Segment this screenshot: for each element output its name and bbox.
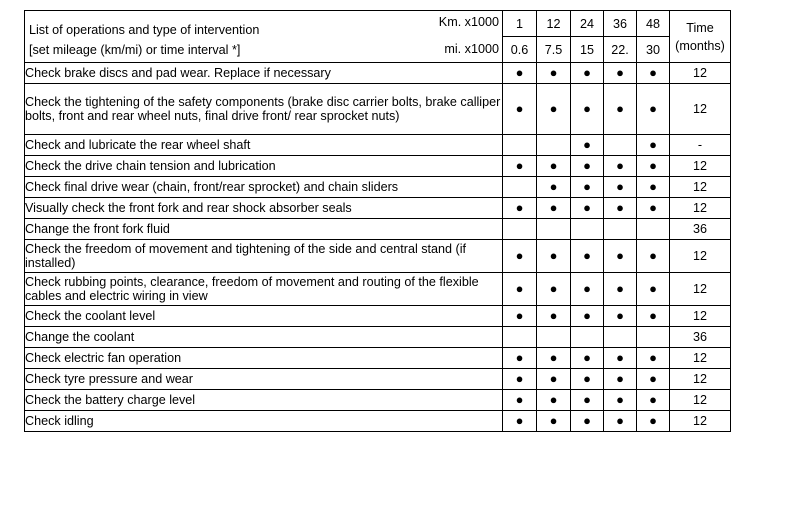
- interval-dot: ●: [637, 177, 670, 198]
- header-row-km: [25, 11, 731, 37]
- interval-empty: [503, 177, 537, 198]
- time-interval: 12: [670, 198, 731, 219]
- mi-value: 30: [637, 37, 670, 63]
- operations-body: [25, 63, 731, 432]
- time-interval: 12: [670, 240, 731, 273]
- interval-empty: [571, 219, 604, 240]
- interval-dot: ●: [637, 411, 670, 432]
- interval-dot: ●: [637, 369, 670, 390]
- interval-dot: ●: [503, 84, 537, 135]
- operation-description: Visually check the front fork and rear shock absorber seals: [25, 198, 503, 219]
- operation-description: Check rubbing points, clearance, freedom of movement and routing of the flexible cables and electric wiring in view: [25, 273, 503, 306]
- operation-description: Check the freedom of movement and tightening of the side and central stand (if installed): [25, 240, 503, 273]
- interval-dot: ●: [537, 273, 571, 306]
- time-interval: 12: [670, 273, 731, 306]
- interval-dot: ●: [503, 273, 537, 306]
- interval-dot: ●: [604, 63, 637, 84]
- operation-row: [25, 327, 731, 348]
- interval-dot: ●: [537, 348, 571, 369]
- interval-dot: ●: [537, 390, 571, 411]
- interval-dot: ●: [571, 348, 604, 369]
- mi-value: 7.5: [537, 37, 571, 63]
- operation-description: Check the tightening of the safety components (brake disc carrier bolts, brake calliper bolts, front and rear wheel nuts, final drive front/ rear sprocket nuts): [25, 84, 503, 135]
- interval-empty: [537, 327, 571, 348]
- interval-dot: ●: [571, 411, 604, 432]
- interval-dot: ●: [503, 348, 537, 369]
- interval-dot: ●: [571, 240, 604, 273]
- time-interval: 12: [670, 411, 731, 432]
- interval-empty: [604, 135, 637, 156]
- km-value: 48: [637, 11, 670, 37]
- interval-dot: ●: [537, 177, 571, 198]
- interval-dot: ●: [503, 240, 537, 273]
- time-header-unit: (months): [675, 38, 725, 53]
- time-interval: 12: [670, 177, 731, 198]
- interval-empty: [503, 219, 537, 240]
- operation-description: Change the front fork fluid: [25, 219, 503, 240]
- operation-description: Check tyre pressure and wear: [25, 369, 503, 390]
- interval-dot: ●: [503, 411, 537, 432]
- interval-dot: ●: [537, 198, 571, 219]
- time-interval: -: [670, 135, 731, 156]
- interval-dot: ●: [637, 390, 670, 411]
- interval-dot: ●: [537, 84, 571, 135]
- time-interval: 12: [670, 84, 731, 135]
- time-interval: 12: [670, 390, 731, 411]
- interval-dot: ●: [637, 348, 670, 369]
- time-interval: 12: [670, 156, 731, 177]
- interval-dot: ●: [571, 306, 604, 327]
- operation-row: [25, 177, 731, 198]
- interval-dot: ●: [571, 156, 604, 177]
- operation-row: [25, 219, 731, 240]
- time-interval: 12: [670, 63, 731, 84]
- interval-dot: ●: [604, 240, 637, 273]
- interval-dot: ●: [637, 306, 670, 327]
- time-interval: 12: [670, 306, 731, 327]
- interval-dot: ●: [537, 369, 571, 390]
- operation-row: [25, 198, 731, 219]
- interval-dot: ●: [637, 240, 670, 273]
- operation-description: Check final drive wear (chain, front/rear sprocket) and chain sliders: [25, 177, 503, 198]
- operation-row: [25, 411, 731, 432]
- operation-row: [25, 348, 731, 369]
- interval-dot: ●: [503, 306, 537, 327]
- interval-dot: ●: [604, 348, 637, 369]
- operation-row: [25, 273, 731, 306]
- operation-row: [25, 369, 731, 390]
- operation-row: [25, 63, 731, 84]
- interval-dot: ●: [604, 156, 637, 177]
- interval-dot: ●: [604, 369, 637, 390]
- interval-dot: ●: [637, 198, 670, 219]
- km-label: Km. x1000: [438, 15, 499, 29]
- time-interval: 36: [670, 219, 731, 240]
- operation-description: Check and lubricate the rear wheel shaft: [25, 135, 503, 156]
- operation-description: Check the drive chain tension and lubrication: [25, 156, 503, 177]
- interval-dot: ●: [637, 273, 670, 306]
- interval-empty: [604, 219, 637, 240]
- interval-dot: ●: [637, 156, 670, 177]
- maintenance-schedule-table: [24, 10, 731, 432]
- operation-description: Check electric fan operation: [25, 348, 503, 369]
- interval-dot: ●: [571, 177, 604, 198]
- header-title: List of operations and type of intervention: [29, 23, 260, 37]
- time-interval: 12: [670, 369, 731, 390]
- interval-dot: ●: [537, 240, 571, 273]
- interval-dot: ●: [503, 156, 537, 177]
- time-header: [670, 11, 731, 63]
- interval-dot: ●: [604, 84, 637, 135]
- operation-description: Check idling: [25, 411, 503, 432]
- operation-description: Change the coolant: [25, 327, 503, 348]
- interval-dot: ●: [537, 306, 571, 327]
- interval-dot: ●: [604, 411, 637, 432]
- interval-empty: [537, 135, 571, 156]
- operation-row: [25, 135, 731, 156]
- interval-empty: [604, 327, 637, 348]
- operation-row: [25, 156, 731, 177]
- mi-value: 0.6: [503, 37, 537, 63]
- interval-dot: ●: [503, 390, 537, 411]
- interval-dot: ●: [503, 63, 537, 84]
- interval-dot: ●: [537, 63, 571, 84]
- operation-row: [25, 240, 731, 273]
- interval-dot: ●: [571, 63, 604, 84]
- operation-description: Check brake discs and pad wear. Replace if necessary: [25, 63, 503, 84]
- interval-dot: ●: [571, 198, 604, 219]
- time-header-label: Time: [686, 20, 714, 35]
- interval-dot: ●: [604, 273, 637, 306]
- interval-dot: ●: [503, 198, 537, 219]
- interval-dot: ●: [537, 411, 571, 432]
- interval-dot: ●: [537, 156, 571, 177]
- mi-value: 15: [571, 37, 604, 63]
- interval-empty: [637, 327, 670, 348]
- interval-dot: ●: [571, 84, 604, 135]
- operation-row: [25, 84, 731, 135]
- interval-dot: ●: [637, 63, 670, 84]
- interval-empty: [537, 219, 571, 240]
- mi-label: mi. x1000: [444, 42, 499, 56]
- km-value: 12: [537, 11, 571, 37]
- interval-dot: ●: [503, 369, 537, 390]
- header-subtitle: [set mileage (km/mi) or time interval *]: [29, 43, 241, 57]
- interval-dot: ●: [604, 177, 637, 198]
- interval-dot: ●: [604, 198, 637, 219]
- operation-description: Check the coolant level: [25, 306, 503, 327]
- interval-dot: ●: [604, 306, 637, 327]
- interval-dot: ●: [571, 390, 604, 411]
- header-description-cell: [25, 11, 503, 63]
- interval-empty: [571, 327, 604, 348]
- interval-dot: ●: [604, 390, 637, 411]
- mi-value: 22.: [604, 37, 637, 63]
- km-value: 24: [571, 11, 604, 37]
- interval-empty: [503, 135, 537, 156]
- interval-dot: ●: [637, 135, 670, 156]
- time-interval: 12: [670, 348, 731, 369]
- operation-row: [25, 390, 731, 411]
- operation-row: [25, 306, 731, 327]
- km-value: 36: [604, 11, 637, 37]
- interval-dot: ●: [571, 273, 604, 306]
- interval-dot: ●: [571, 369, 604, 390]
- time-interval: 36: [670, 327, 731, 348]
- interval-dot: ●: [637, 84, 670, 135]
- km-value: 1: [503, 11, 537, 37]
- interval-empty: [503, 327, 537, 348]
- interval-empty: [637, 219, 670, 240]
- operation-description: Check the battery charge level: [25, 390, 503, 411]
- interval-dot: ●: [571, 135, 604, 156]
